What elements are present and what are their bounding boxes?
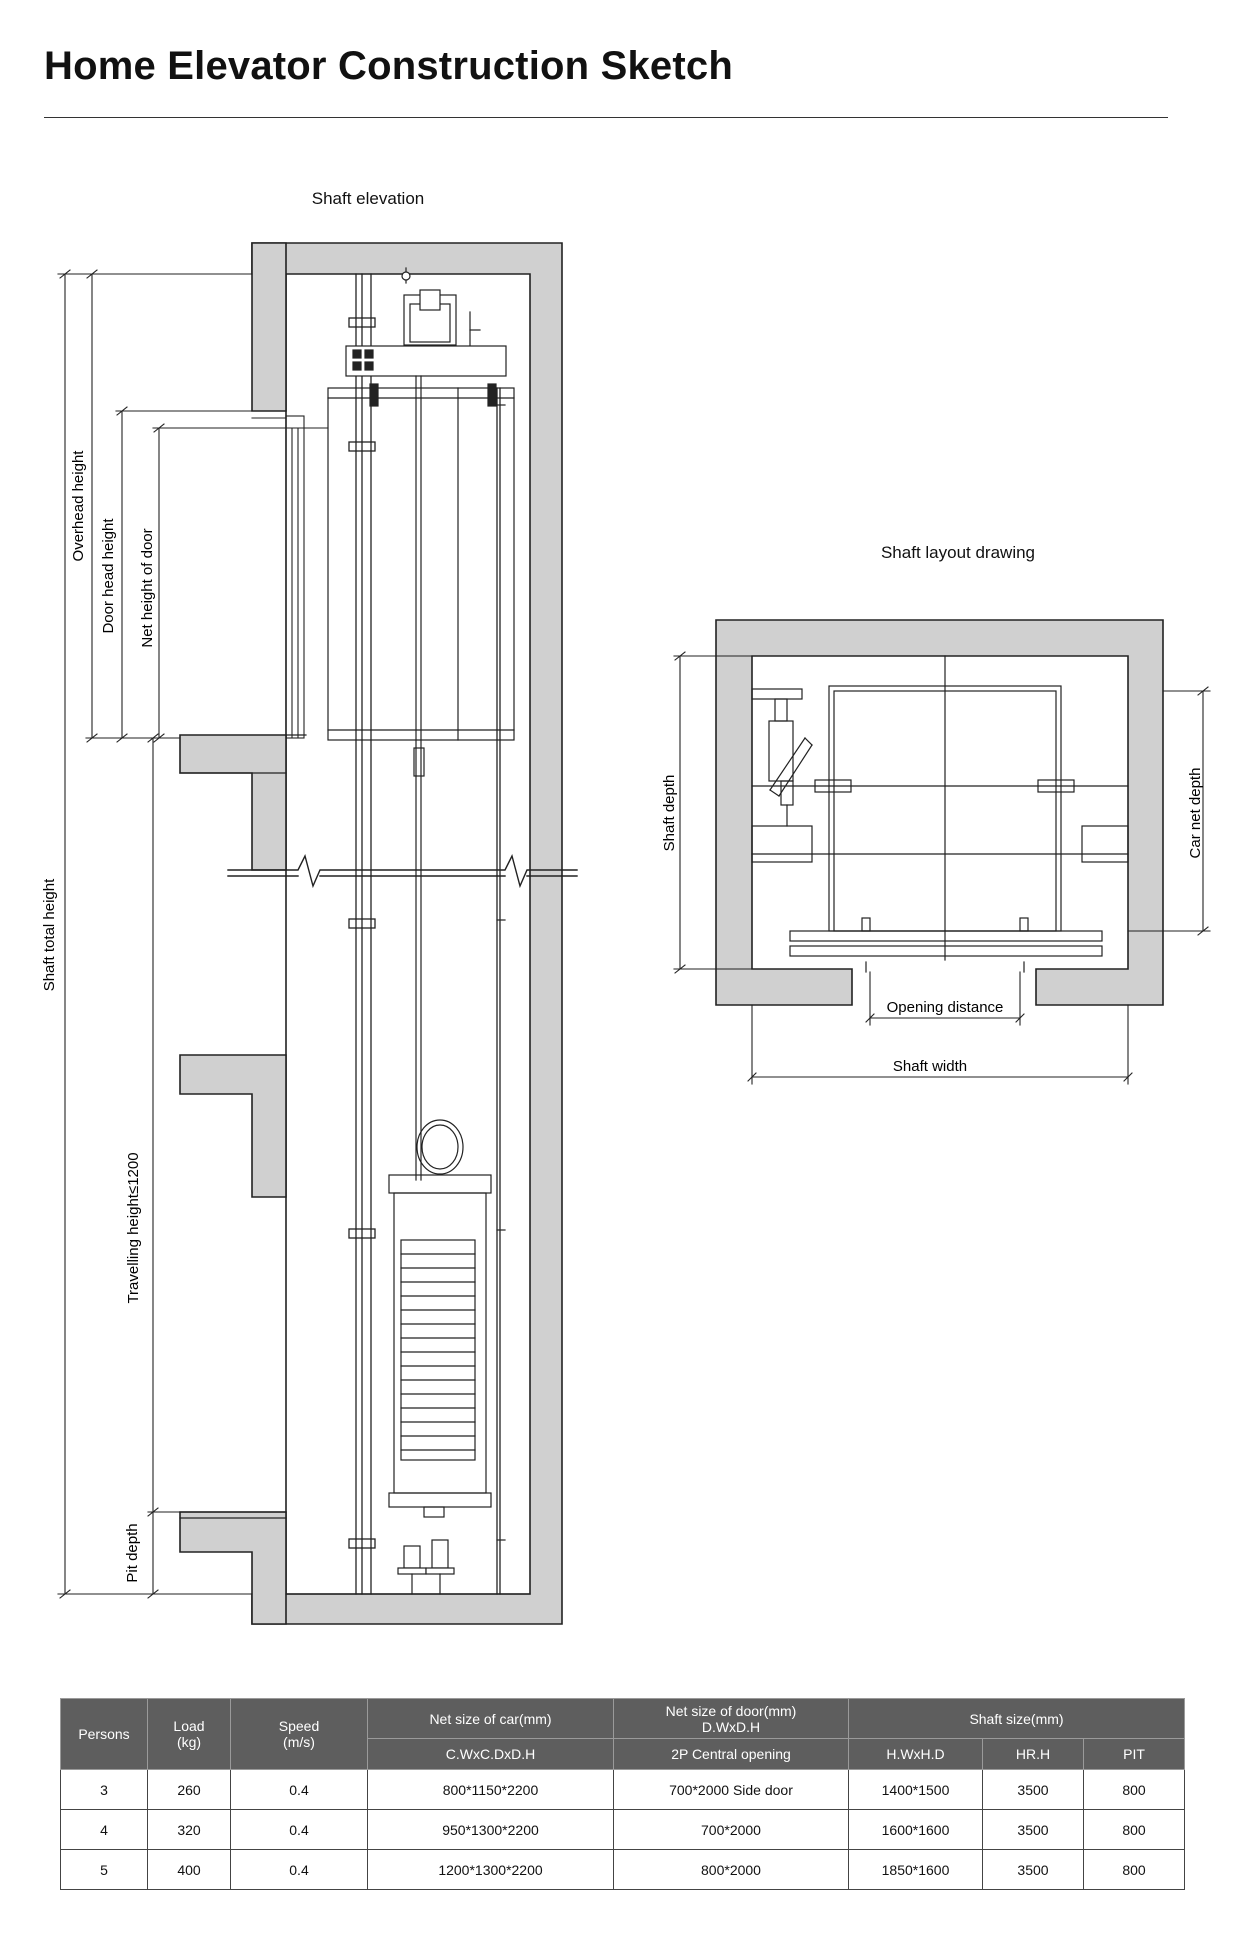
- cell-pit: 800: [1084, 1850, 1185, 1890]
- cell-speed: 0.4: [231, 1850, 368, 1890]
- shaft-depth-label: Shaft depth: [661, 774, 678, 852]
- cell-hr: 3500: [983, 1850, 1084, 1890]
- header-shaft-size: Shaft size(mm): [849, 1699, 1185, 1739]
- cell-speed: 0.4: [231, 1810, 368, 1850]
- table-row: [61, 1770, 1185, 1810]
- layout-walls: [716, 620, 1163, 1005]
- subheader-door: 2P Central opening: [614, 1739, 849, 1770]
- door-head-height-label: Door head height: [100, 518, 117, 634]
- net-door-height-label: Net height of door: [139, 528, 156, 648]
- pit-depth-label: Pit depth: [124, 1523, 141, 1583]
- layout-counterweight: [752, 689, 812, 826]
- subheader-car: C.WxC.DxD.H: [368, 1739, 614, 1770]
- cell-shaft-hwd: 1600*1600: [849, 1810, 983, 1850]
- cell-persons: 4: [61, 1810, 148, 1850]
- overhead-height-label: Overhead height: [70, 450, 87, 562]
- specification-table: [60, 1698, 1185, 1890]
- cell-hr: 3500: [983, 1770, 1084, 1810]
- subheader-pit: PIT: [1084, 1739, 1185, 1770]
- pit-buffers: [286, 1540, 530, 1594]
- landing-sills: [180, 735, 306, 1518]
- car-net-depth-label: Car net depth: [1187, 767, 1204, 859]
- opening-distance-label: Opening distance: [886, 999, 1004, 1016]
- header-speed: Speed (m/s): [231, 1699, 368, 1770]
- cell-load: 320: [148, 1810, 231, 1850]
- page-title: Home Elevator Construction Sketch: [44, 44, 733, 88]
- cell-persons: 3: [61, 1770, 148, 1810]
- header-load: Load (kg): [148, 1699, 231, 1770]
- wall-brackets: [497, 405, 505, 1540]
- subheader-hr: HR.H: [983, 1739, 1084, 1770]
- cell-car-size: 800*1150*2200: [368, 1770, 614, 1810]
- cell-door-size: 700*2000 Side door: [614, 1770, 849, 1810]
- cell-car-size: 1200*1300*2200: [368, 1850, 614, 1890]
- layout-label: Shaft layout drawing: [880, 543, 1036, 562]
- cell-door-size: 800*2000: [614, 1850, 849, 1890]
- subheader-hwd: H.WxH.D: [849, 1739, 983, 1770]
- cell-car-size: 950*1300*2200: [368, 1810, 614, 1850]
- cell-persons: 5: [61, 1850, 148, 1890]
- table-row: [61, 1810, 1185, 1850]
- hoist-machine: [346, 268, 506, 376]
- cell-shaft-hwd: 1850*1600: [849, 1850, 983, 1890]
- cell-speed: 0.4: [231, 1770, 368, 1810]
- cell-load: 260: [148, 1770, 231, 1810]
- counterweight: [389, 1120, 491, 1517]
- cell-hr: 3500: [983, 1810, 1084, 1850]
- cell-pit: 800: [1084, 1810, 1185, 1850]
- shaft-total-height-label: Shaft total height: [41, 878, 58, 992]
- cell-load: 400: [148, 1850, 231, 1890]
- travelling-height-label: Travelling height≤1200: [125, 1152, 142, 1304]
- elevation-label: Shaft elevation: [311, 189, 425, 208]
- cell-shaft-hwd: 1400*1500: [849, 1770, 983, 1810]
- table-row: [61, 1850, 1185, 1890]
- landing-door: [252, 416, 328, 738]
- header-car-size: Net size of car(mm): [368, 1699, 614, 1739]
- guide-rails: [349, 274, 500, 1594]
- header-door-size: Net size of door(mm) D.WxD.H: [614, 1699, 849, 1739]
- header-persons: Persons: [61, 1699, 148, 1770]
- cell-pit: 800: [1084, 1770, 1185, 1810]
- cell-door-size: 700*2000: [614, 1810, 849, 1850]
- layout-car: [752, 656, 1128, 972]
- shaft-width-label: Shaft width: [892, 1058, 968, 1075]
- elevation-dimensions: [58, 270, 286, 1598]
